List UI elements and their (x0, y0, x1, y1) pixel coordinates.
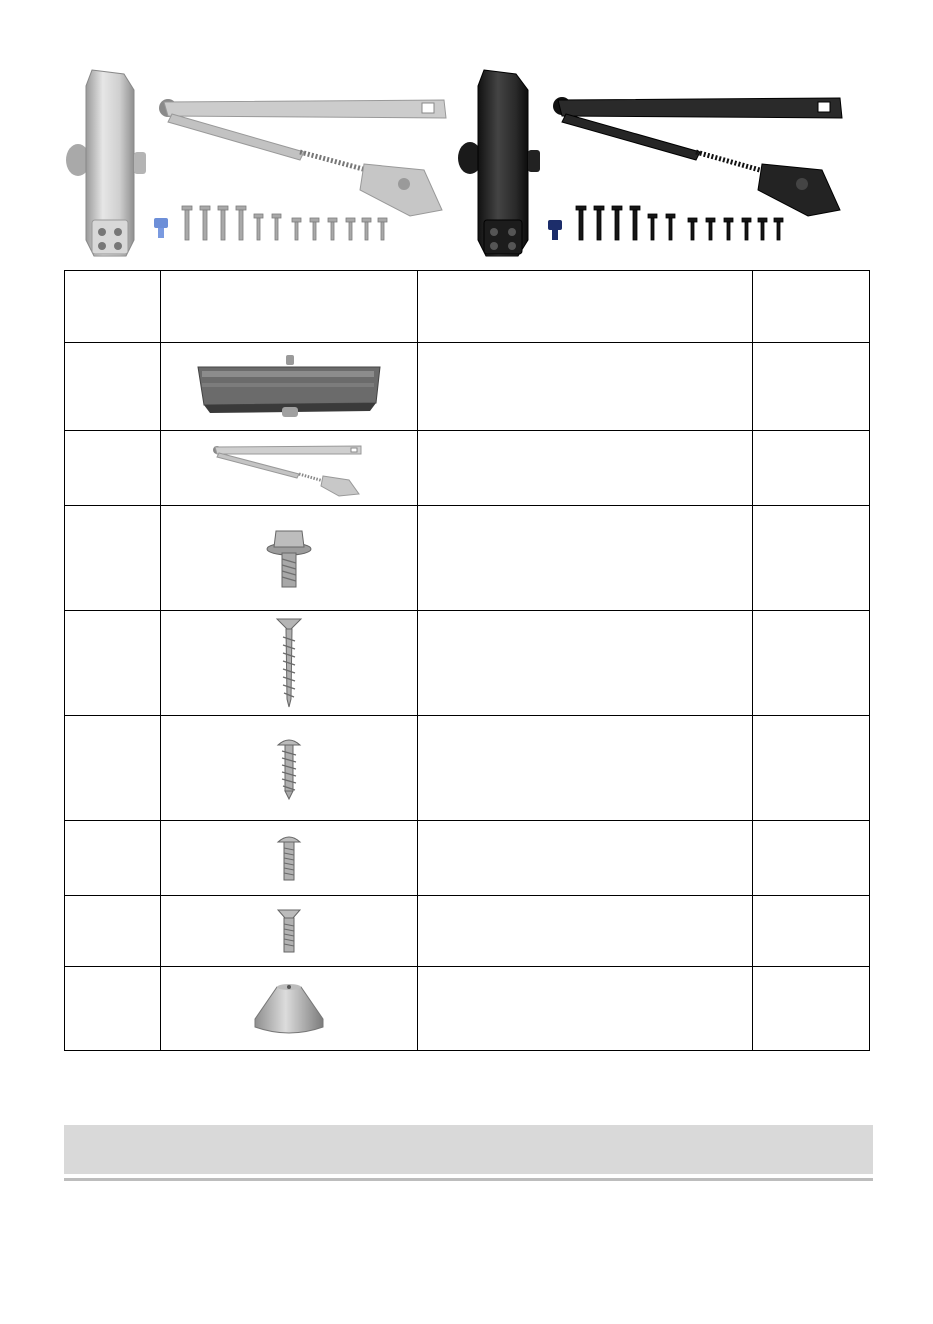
section-divider (64, 1178, 873, 1181)
countersunk-machine-screw-icon (274, 906, 304, 956)
row-no (65, 716, 161, 821)
black-kit (458, 70, 842, 256)
pan-head-tapping-screw-icon (272, 735, 306, 801)
row-qty (753, 431, 870, 506)
arm-assembly-icon (209, 438, 369, 498)
parts-list-table (64, 270, 870, 1051)
row-no (65, 611, 161, 716)
table-header-row (65, 271, 870, 343)
wood-screw-long-icon (269, 615, 309, 711)
door-closer-black-kit-icon (458, 70, 842, 256)
row-no (65, 431, 161, 506)
row-no (65, 506, 161, 611)
row-qty (753, 821, 870, 896)
table-row (65, 896, 870, 967)
row-qty (753, 967, 870, 1051)
row-no (65, 343, 161, 431)
row-no (65, 967, 161, 1051)
header-description (418, 271, 753, 343)
silver-screws (154, 206, 387, 240)
table-row (65, 611, 870, 716)
row-description (418, 896, 753, 967)
row-qty (753, 343, 870, 431)
table-row (65, 967, 870, 1051)
section-header-bar (64, 1125, 873, 1174)
row-qty (753, 506, 870, 611)
product-hero-image (64, 60, 870, 268)
row-description (418, 506, 753, 611)
black-screws (548, 206, 783, 240)
table-row (65, 716, 870, 821)
row-qty (753, 896, 870, 967)
silver-kit (66, 70, 446, 256)
row-description (418, 343, 753, 431)
table-row (65, 821, 870, 896)
row-qty (753, 611, 870, 716)
table-row (65, 506, 870, 611)
row-qty (753, 716, 870, 821)
table-row (65, 343, 870, 431)
row-description (418, 611, 753, 716)
row-description (418, 967, 753, 1051)
hex-flange-bolt-icon (264, 523, 314, 593)
table-row (65, 431, 870, 506)
row-description (418, 821, 753, 896)
header-image (161, 271, 418, 343)
row-description (418, 716, 753, 821)
pan-head-machine-screw-icon (273, 832, 305, 884)
header-qty (753, 271, 870, 343)
row-no (65, 896, 161, 967)
closer-body-icon (194, 355, 384, 419)
row-no (65, 821, 161, 896)
cone-end-cap-icon (249, 979, 329, 1039)
header-no (65, 271, 161, 343)
row-description (418, 431, 753, 506)
door-closer-silver-kit-icon (66, 70, 446, 256)
